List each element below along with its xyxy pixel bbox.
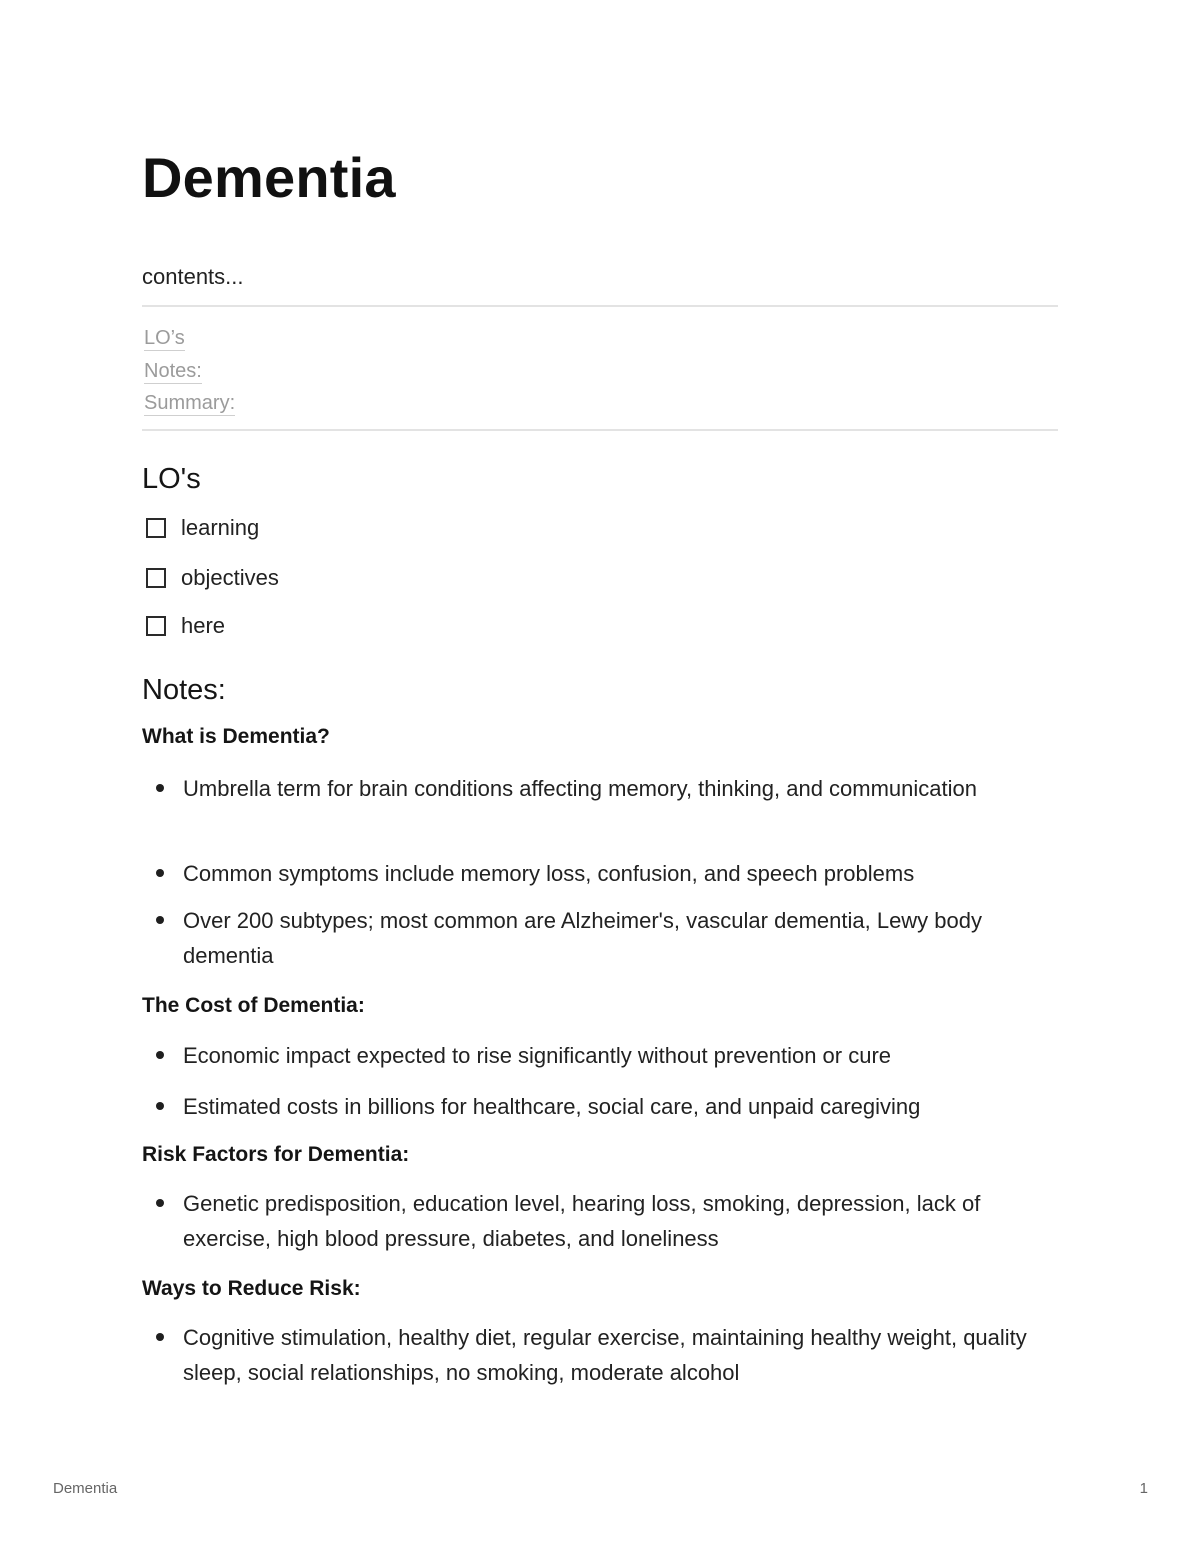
section-heading: Risk Factors for Dementia: — [142, 1143, 410, 1166]
footer-page-number: 1 — [1139, 1480, 1148, 1497]
bullet-icon — [156, 784, 164, 792]
list-item: Common symptoms include memory loss, confusion, and speech problems — [142, 856, 1042, 891]
section-heading: What is Dementia? — [142, 725, 330, 748]
toc-bottom-divider — [142, 429, 1058, 431]
todo-label: objectives — [181, 565, 279, 590]
checkbox[interactable] — [146, 568, 166, 588]
todo-item — [146, 611, 225, 641]
bullet-icon — [156, 1199, 164, 1207]
todo-item — [146, 513, 259, 543]
bullet-icon — [156, 1051, 164, 1059]
footer-doc-name: Dementia — [53, 1480, 118, 1497]
list-item: Umbrella term for brain conditions affecting memory, thinking, and communication — [142, 771, 1042, 806]
list-item: Over 200 subtypes; most common are Alzheimer's, vascular dementia, Lewy body dementia — [142, 903, 1042, 973]
bullet-icon — [156, 916, 164, 924]
todo-label: here — [181, 613, 226, 638]
toc-link-summary[interactable]: Summary: — [144, 392, 236, 414]
bullet-icon — [156, 869, 164, 877]
toc-top-divider — [142, 305, 1058, 307]
los-heading: LO's — [142, 463, 201, 495]
list-item: Estimated costs in billions for healthcare, social care, and unpaid caregiving — [142, 1089, 1042, 1124]
checkbox[interactable] — [146, 616, 166, 636]
toc-link-notes[interactable]: Notes: — [144, 359, 202, 382]
section-heading: Ways to Reduce Risk: — [142, 1277, 361, 1300]
contents-label: contents... — [142, 264, 244, 289]
todo-item — [146, 563, 279, 593]
notes-heading: Notes: — [142, 674, 226, 706]
list-item: Cognitive stimulation, healthy diet, regular exercise, maintaining healthy weight, quality sleep, social relationships, no smoking, moderate alcohol — [142, 1320, 1042, 1390]
todo-label: learning — [181, 515, 260, 540]
bullet-icon — [156, 1102, 164, 1110]
bullet-icon — [156, 1333, 164, 1341]
page-title: Dementia — [142, 146, 396, 209]
toc-link-los[interactable]: LO’s — [144, 327, 185, 349]
list-item: Genetic predisposition, education level, hearing loss, smoking, depression, lack of exercise, high blood pressure, diabetes, and loneliness — [142, 1186, 1042, 1256]
list-item: Economic impact expected to rise significantly without prevention or cure — [142, 1038, 1042, 1073]
section-heading: The Cost of Dementia: — [142, 994, 365, 1017]
checkbox[interactable] — [146, 518, 166, 538]
table-of-contents — [144, 322, 235, 420]
